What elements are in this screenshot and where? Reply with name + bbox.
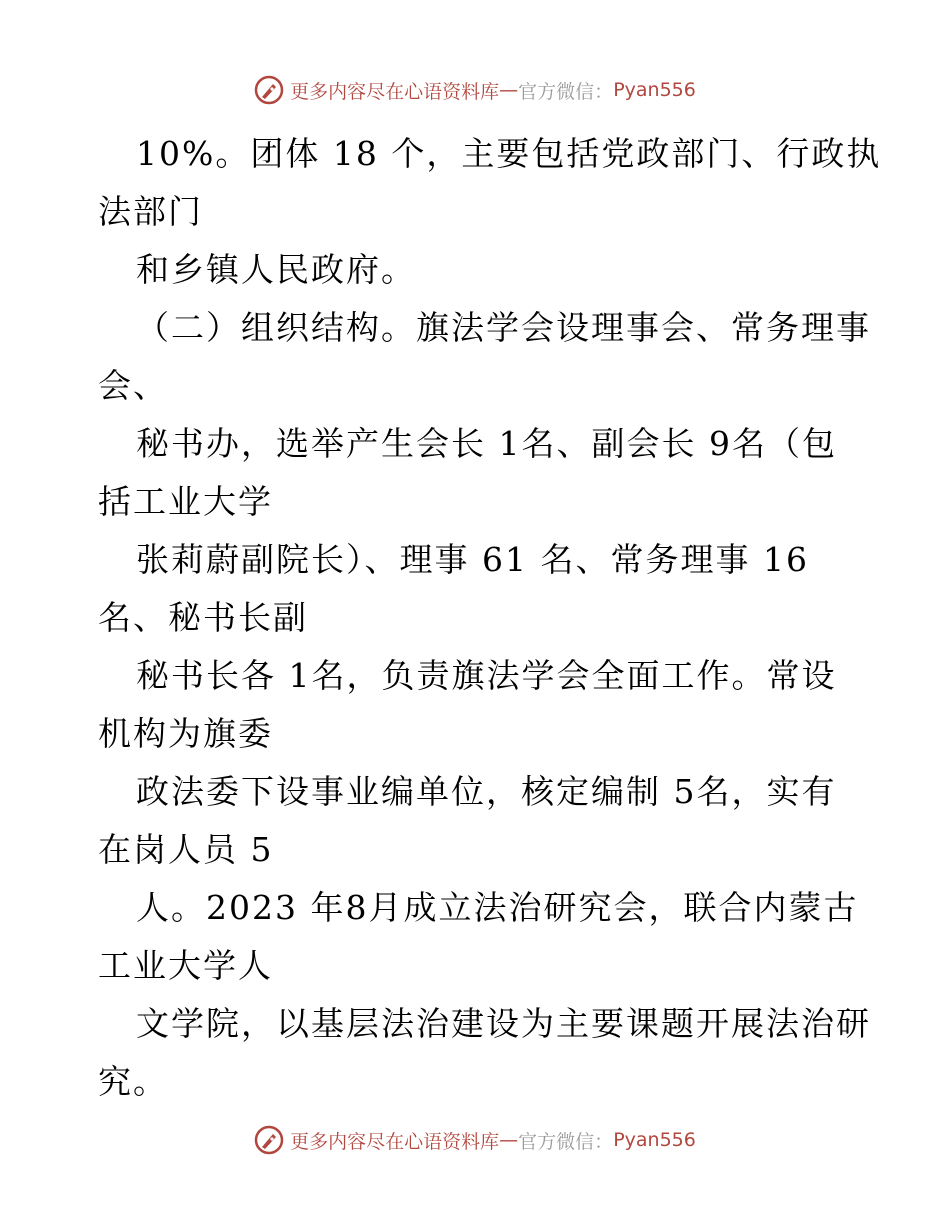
text-line-4: （二）组织结构。旗法学会设理事会、常务理事 [136, 308, 871, 347]
text-line-16: 文学院，以基层法治建设为主要课题开展法治研 [136, 1004, 871, 1043]
text-line-7: 括工业大学 [98, 482, 273, 521]
watermark-text: 更多内容尽在心语资料库 [290, 80, 500, 103]
pen-nib-logo-icon [254, 75, 284, 105]
text-line-13: 在岗人员 5 [98, 830, 274, 869]
watermark-brand: 官方微信： [518, 80, 614, 103]
text-line-12: 政法委下设事业编单位，核定编制 5名，实有 [136, 772, 837, 811]
text-line-17: 究。 [98, 1062, 168, 1101]
watermark-brand: 官方微信： [518, 1130, 614, 1153]
text-line-11: 机构为旗委 [98, 714, 273, 753]
text-line-10: 秘书长各 1名，负责旗法学会全面工作。常设 [136, 656, 837, 695]
text-line-8: 张莉蔚副院长）、理事 61 名、常务理事 16 [136, 540, 809, 579]
text-line-1: 10%。团体 18 个，主要包括党政部门、行政执 [136, 134, 882, 173]
watermark-text: 更多内容尽在心语资料库 [290, 1130, 500, 1153]
text-line-3: 和乡镇人民政府。 [136, 250, 416, 289]
document-body [98, 125, 882, 1111]
header-watermark [0, 70, 950, 110]
text-line-14: 人。2023 年8月成立法治研究会，联合内蒙古 [136, 888, 859, 927]
text-line-15: 工业大学人 [98, 946, 273, 985]
text-line-9: 名、秘书长副 [98, 598, 308, 637]
watermark-account: Pyan556 [613, 79, 696, 101]
watermark-separator: — [499, 79, 519, 101]
footer-watermark [0, 1120, 950, 1160]
text-line-6: 秘书办，选举产生会长 1名、副会长 9名（包 [136, 424, 837, 463]
text-line-2: 法部门 [98, 192, 203, 231]
pen-nib-logo-icon [254, 1125, 284, 1155]
text-line-5: 会、 [98, 366, 168, 405]
watermark-account: Pyan556 [613, 1129, 696, 1151]
watermark-separator: — [499, 1129, 519, 1151]
